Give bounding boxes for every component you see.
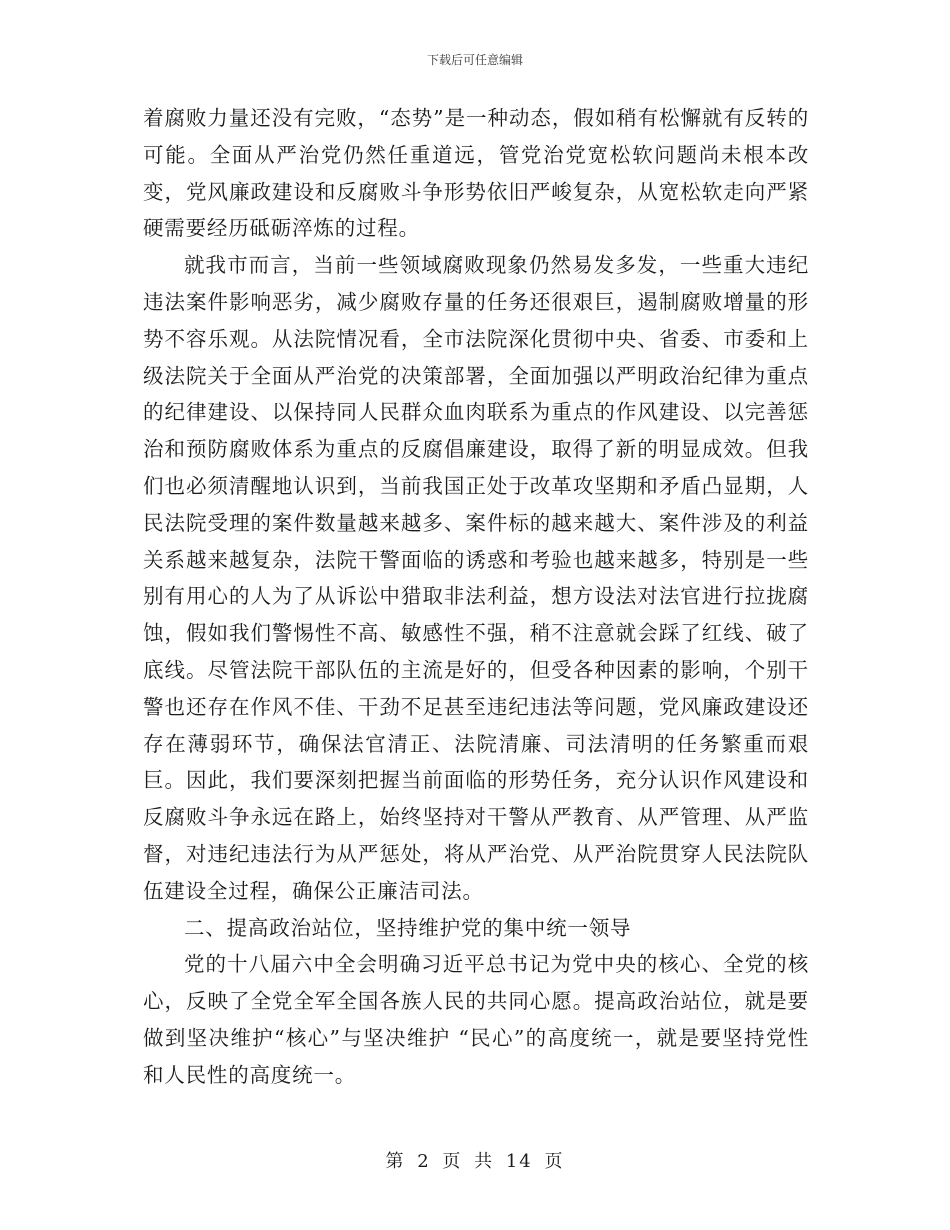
page-header-note: 下载后可任意编辑: [426, 53, 523, 67]
paragraph-1: 着腐败力量还没有完败，“态势”是一种动态，假如稍有松懈就有反转的可能。全面从严治党仍然任重道远，管党治党宽松软问题尚未根本改变，党风廉政建设和反腐败斗争形势依旧严峻复杂，从宽松软走向严紧硬需要经历砥砺淬炼的过程。: [143, 106, 809, 241]
document-body: [143, 100, 809, 1094]
section-heading: 二、提高政治站位，坚持维护党的集中统一领导: [184, 915, 632, 940]
paragraph-3: 党的十八届六中全会明确习近平总书记为党中央的核心、全党的核心，反映了全党全军全国各族人民的共同心愿。提高政治站位，就是要做到坚决维护“核心”与坚决维护 “民心”的高度统一，就是要坚持党性和人民性的高度统一。: [143, 952, 809, 1087]
page-number: 第 2 页 共 14 页: [385, 1151, 565, 1172]
paragraph-2: 就我市而言，当前一些领域腐败现象仍然易发多发，一些重大违纪违法案件影响恶劣，减少腐败存量的任务还很艰巨，遏制腐败增量的形势不容乐观。从法院情况看，全市法院深化贯彻中央、省委、市委和上级法院关于全面从严治党的决策部署，全面加强以严明政治纪律为重点的纪律建设、以保持同人民群众血肉联系为重点的作风建设、以完善惩治和预防腐败体系为重点的反腐倡廉建设，取得了新的明显成效。但我们也必须清醒地认识到，当前我国正处于改革攻坚期和矛盾凸显期，人民法院受理的案件数量越来越多、案件标的越来越大、案件涉及的利益关系越来越复杂，法院干警面临的诱惑和考验也越来越多，特别是一些别有用心的人为了从诉讼中猎取非法利益，想方设法对法官进行拉拢腐蚀，假如我们警惕性不高、敏感性不强，稍不注意就会踩了红线、破了底线。尽管法院干部队伍的主流是好的，但受各种因素的影响，个别干警也还存在作风不佳、干劲不足甚至违纪违法等问题，党风廉政建设还存在薄弱环节，确保法官清正、法院清廉、司法清明的任务繁重而艰巨。因此，我们要深刻把握当前面临的形势任务，充分认识作风建设和反腐败斗争永远在路上，始终坚持对干警从严教育、从严管理、从严监督，对违纪违法行为从严惩处，将从严治党、从严治院贯穿人民法院队伍建设全过程，确保公正廉洁司法。: [143, 253, 809, 903]
